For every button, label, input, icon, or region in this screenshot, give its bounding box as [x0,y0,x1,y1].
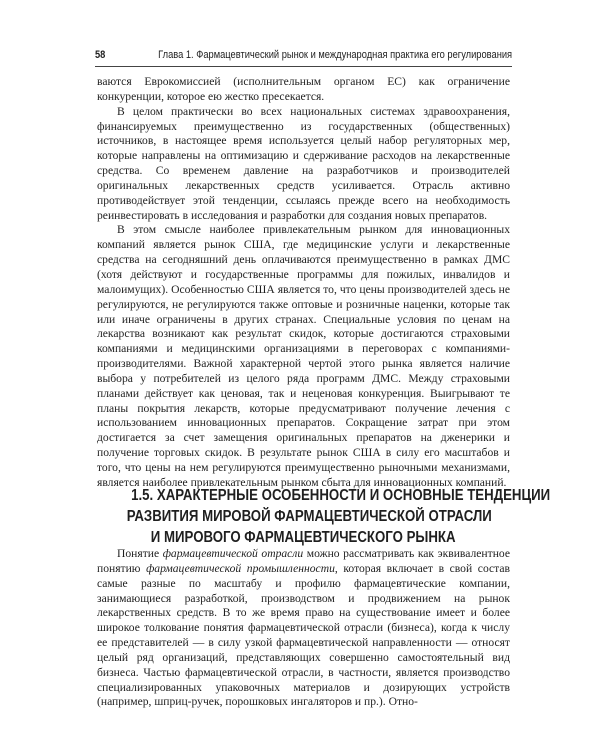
section-heading [97,485,551,548]
paragraph [97,547,510,710]
text-run: , которая включает в свой состав самые разные по масштабу и профилю фармацевтические компании, занимающиеся разработкой, производством и продвижением на рынок лекарственных средств. В то же время право на существование имеет и более широкое толкование понятия фармацевтической отрасли (бизнеса), когда к числу ее представителей — в силу узкой фармацевтической направленности — относят целый ряд организаций, представляющих совершенно самостоятельный вид бизнеса. Частью фармацевтической отрасли, в частности, является производство специализированных упаковочных материалов и дозирующих устройств (например, шприц-ручек, порошковых ингаляторов и пр.). Отно- [97,561,511,709]
running-head [95,49,512,65]
header-rule [95,66,512,67]
section-heading-line: РАЗВИТИЯ МИРОВОЙ ФАРМАЦЕВТИЧЕСКОЙ ОТРАСЛИ [126,508,492,525]
text-run: можно рассматривать как эквивалентное понятию [97,547,510,575]
italic-term: фармацевтической промышленности [146,561,335,575]
paragraph: ваются Еврокомиссией (исполнительным органом ЕС) как ограничение конкуренции, которое ею жестко пресекается. [97,75,510,103]
paragraph: В целом практически во всех национальных системах здравоохранения, финансируемых преимущественно из государственных (общественных) источников, в настоящее время используется целый набор регуляторных мер, которые направлены на оптимизацию и сдерживание расходов на лекарственные средства. Со временем давление на разработчиков и производителей оригинальных лекарственных средств усиливается. Отрасль активно противодействует этой тенденции, ссылаясь прежде всего на необходимость реинвестировать в исследования и разработки для создания новых препаратов. [97,104,510,222]
paragraph: В этом смысле наиболее привлекательным рынком для инновационных компаний является рынок США, где медицинские услуги и лекарственные средства на сегодняшний день оплачиваются преимущественно в рамках ДМС (хотя действуют и государственные программы для пожилых, инвалидов и малоимущих). Особенностью США является то, что цены производителей здесь не регулируются, не регулируются также оптовые и розничные наценки, которые так или иначе ограничены в других странах. Специальные условия по ценам на лекарства возникают как результат скидок, которые достигаются страховыми компаниями и медицинскими организациями в переговорах с компаниями-производителями. Важной характерной чертой этого рынка является наличие выбора у потребителей из целого ряда программ ДМС. Между страховыми планами действует как ценовая, так и неценовая конкуренция. Выигрывают те планы покрытия лекарств, которые предусматривают получение лечения с использованием инновационных препаратов. Сокращение затрат при этом достигается за счет замещения оригинальных препаратов на дженерики и получение торговых скидок. В результате рынок США в силу его масштабов и того, что цены на нем регулируются преимущественно рыночными механизмами, является наиболее привлекательным рынком сбыта для инновационных компаний. [97,223,510,489]
italic-term: фармацевтической отрасли [162,547,304,560]
body-text-bottom [97,547,510,710]
text-run: Понятие [117,547,163,560]
chapter-title: Глава 1. Фармацевтический рынок и международная практика его регулирования [158,49,513,61]
section-heading-line: 1.5. ХАРАКТЕРНЫЕ ОСОБЕННОСТИ И ОСНОВНЫЕ ТЕНДЕНЦИИ [131,487,551,504]
page-number: 58 [95,49,106,61]
section-heading-line: И МИРОВОГО ФАРМАЦЕВТИЧЕСКОГО РЫНКА [151,529,456,546]
body-text-top [97,75,510,491]
